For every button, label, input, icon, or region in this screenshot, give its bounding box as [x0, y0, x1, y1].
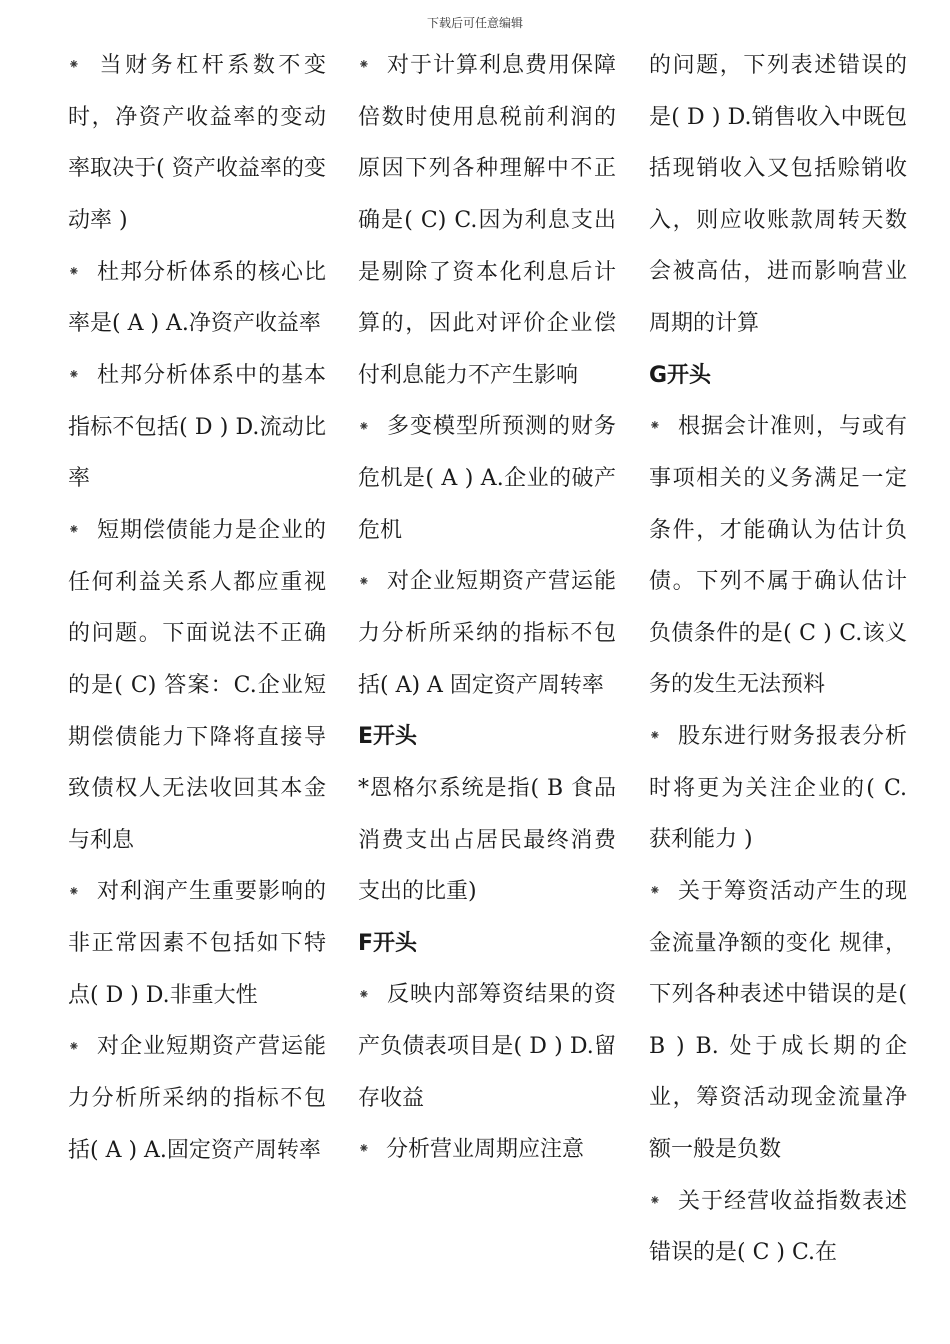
- page-header: 下载后可任意编辑: [426, 16, 523, 30]
- bullet-icon: ⁕: [358, 573, 370, 590]
- question-item: ⁕ 关于筹资活动产生的现金流量净额的变化 规律，下列各种表述中错误的是( B ) B. 处于成长期的企业，筹资活动现金流量净额一般是负数: [649, 866, 907, 1176]
- column-1: [68, 40, 326, 1176]
- bullet-icon: ⁕: [649, 883, 661, 900]
- bullet-icon: ⁕: [649, 1192, 661, 1209]
- section-heading-g: G开头: [649, 362, 712, 388]
- question-item: ⁕ 当财务杠杆系数不变时，净资产收益率的变动率取决于( 资产收益率的变动率 ): [68, 40, 326, 247]
- bullet-icon: ⁕: [68, 522, 80, 539]
- bullet-icon: ⁕: [68, 367, 80, 384]
- question-item-continued: 的问题，下列表述错误的是( D ) D.销售收入中既包括现销收入又包括赊销收入，则应收账款周转天数会被高估，进而影响营业周期的计算: [649, 53, 907, 336]
- question-item: ⁕ 对企业短期资产营运能力分析所采纳的指标不包括( A ) A.固定资产周转率: [68, 1021, 326, 1176]
- question-item: ⁕ 杜邦分析体系的核心比率是( A ) A.净资产收益率: [68, 247, 326, 350]
- question-item: ⁕ 杜邦分析体系中的基本指标不包括( D ) D.流动比率: [68, 350, 326, 505]
- question-item: ⁕ 反映内部筹资结果的资产负债表项目是( D ) D.留存收益: [358, 969, 616, 1124]
- bullet-icon: ⁕: [649, 418, 661, 435]
- bullet-icon: ⁕: [68, 1038, 80, 1055]
- section-heading-e: E开头: [358, 724, 418, 750]
- question-item: ⁕ 多变模型所预测的财务危机是( A ) A.企业的破产危机: [358, 401, 616, 556]
- question-item: *恩格尔系统是指( B 食品消费支出占居民最终消费支出的比重): [358, 775, 616, 905]
- column-3: [649, 40, 907, 1279]
- section-heading-f: F开头: [358, 930, 418, 956]
- question-item: ⁕ 对于计算利息费用保障倍数时使用息税前利润的原因下列各种理解中不正确是( C) C.因为利息支出是剔除了资本化利息后计算的，因此对评价企业偿付利息能力不产生影响: [358, 40, 616, 401]
- bullet-icon: ⁕: [358, 1141, 370, 1158]
- bullet-icon: ⁕: [68, 57, 80, 74]
- bullet-icon: ⁕: [68, 883, 80, 900]
- question-item: ⁕ 股东进行财务报表分析时将更为关注企业的( C. 获利能力 ): [649, 711, 907, 866]
- bullet-icon: ⁕: [649, 728, 661, 745]
- bullet-icon: ⁕: [68, 263, 80, 280]
- question-item: ⁕ 对利润产生重要影响的非正常因素不包括如下特点( D ) D.非重大性: [68, 866, 326, 1021]
- bullet-icon: ⁕: [358, 57, 370, 74]
- question-item: ⁕ 关于经营收益指数表述错误的是( C ) C.在: [649, 1176, 907, 1279]
- question-item: ⁕ 分析营业周期应注意: [358, 1124, 616, 1176]
- bullet-icon: ⁕: [358, 418, 370, 435]
- column-2: [358, 40, 616, 1176]
- question-item: ⁕ 对企业短期资产营运能力分析所采纳的指标不包括( A) A 固定资产周转率: [358, 556, 616, 711]
- question-item: ⁕ 根据会计准则，与或有事项相关的义务满足一定条件，才能确认为估计负债。下列不属于确认估计负债条件的是( C ) C.该义务的发生无法预料: [649, 401, 907, 711]
- question-item: ⁕ 短期偿债能力是企业的任何利益关系人都应重视的问题。下面说法不正确的是( C) 答案：C.企业短期偿债能力下降将直接导致债权人无法收回其本金与利息: [68, 505, 326, 866]
- bullet-icon: ⁕: [358, 986, 370, 1003]
